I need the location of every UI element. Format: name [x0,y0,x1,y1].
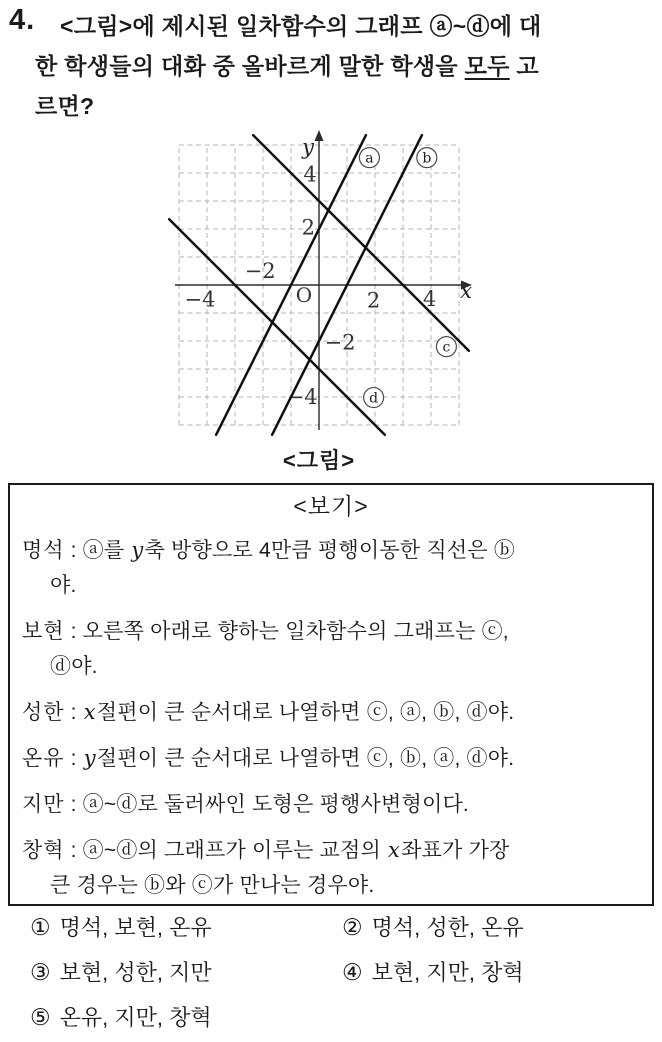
tick-label: 2 [366,288,381,313]
svg-text:c: c [442,339,451,356]
tick-label: 4 [303,162,317,187]
question-text-line-2: 한 학생들의 대화 중 올바르게 말한 학생을 모두 고 [35,53,539,79]
question-text-line-3: 르면? [35,93,95,119]
choice-text: 온유, 지만, 창혁 [59,1005,212,1030]
graph-line-c [253,135,469,351]
exhibit-title: <보기> [293,493,369,519]
statement-speaker: 창혁 [22,839,65,862]
choice-marker: ③ [30,959,51,985]
choice-marker: ⑤ [30,1004,51,1030]
graph-line-label-d [364,388,384,408]
exhibit-box [8,483,654,906]
statement-4: 온유 : y절편이 큰 순서대로 나열하면 ⓒ, ⓑ, ⓐ, ⓓ야. [22,746,515,770]
statement-5: 지만 : ⓐ~ⓓ로 둘러싸인 도형은 평행사변형이다. [22,793,469,816]
origin-label: O [295,283,313,307]
statement-speaker: 명석 [22,539,65,562]
tick-label: −2 [324,330,356,355]
question-number: 4. [9,4,36,36]
choice-text: 명석, 성한, 온유 [371,915,524,940]
statement-speaker: 온유 [22,747,65,770]
statement-1: 명석 : ⓐ를 y축 방향으로 4만큼 평행이동한 직선은 ⓑ 야. [22,538,516,597]
svg-text:b: b [422,150,432,167]
answer-choices [30,912,650,1033]
svg-text:d: d [369,390,379,407]
question-text [35,6,657,126]
statement-speaker: 지만 [22,793,65,816]
graph-line-label-b [417,148,437,168]
tick-label: −4 [286,385,318,409]
figure-caption: <그림> [282,448,356,473]
choice-3 [30,957,342,988]
y-axis-arrow-icon [315,130,324,141]
tick-label: 4 [422,287,437,311]
tick-label: −4 [184,287,216,312]
statement-3: 성한 : x절편이 큰 순서대로 나열하면 ⓒ, ⓐ, ⓑ, ⓓ야. [22,700,515,724]
choice-text: 명석, 보현, 온유 [59,915,212,940]
graph-line-label-a [359,148,379,168]
choice-marker: ① [30,914,51,940]
statement-list [22,533,640,903]
choice-text: 보현, 성한, 지만 [59,960,212,985]
graph-line-label-c [436,337,456,357]
svg-text:a: a [365,150,374,167]
graph-line-d [169,219,385,435]
choice-marker: ② [342,914,363,940]
y-axis-label: y [302,135,314,159]
statement-speaker: 보현 [22,620,65,643]
choice-2 [342,912,650,943]
tick-label: 2 [301,215,316,240]
statement-6: 창혁 : ⓐ~ⓓ의 그래프가 이루는 교점의 x좌표가 가장 큰 경우는 ⓑ와 ⓒ가 만나는 경우야. [22,838,510,897]
choice-text: 보현, 지만, 창혁 [371,960,524,985]
question-text-line-1: <그림>에 제시된 일차함수의 그래프 ⓐ~ⓓ에 대 [60,13,542,39]
tick-label: −2 [244,259,276,283]
choice-1 [30,912,342,943]
statement-speaker: 성한 [22,701,65,724]
choice-marker: ④ [342,959,363,985]
choice-5 [30,1002,342,1033]
x-axis-label: x [460,279,472,303]
choice-4 [342,957,650,988]
statement-2: 보현 : 오른쪽 아래로 향하는 일차함수의 그래프는 ⓒ, ⓓ야. [22,620,509,678]
figure-graph [159,123,479,443]
